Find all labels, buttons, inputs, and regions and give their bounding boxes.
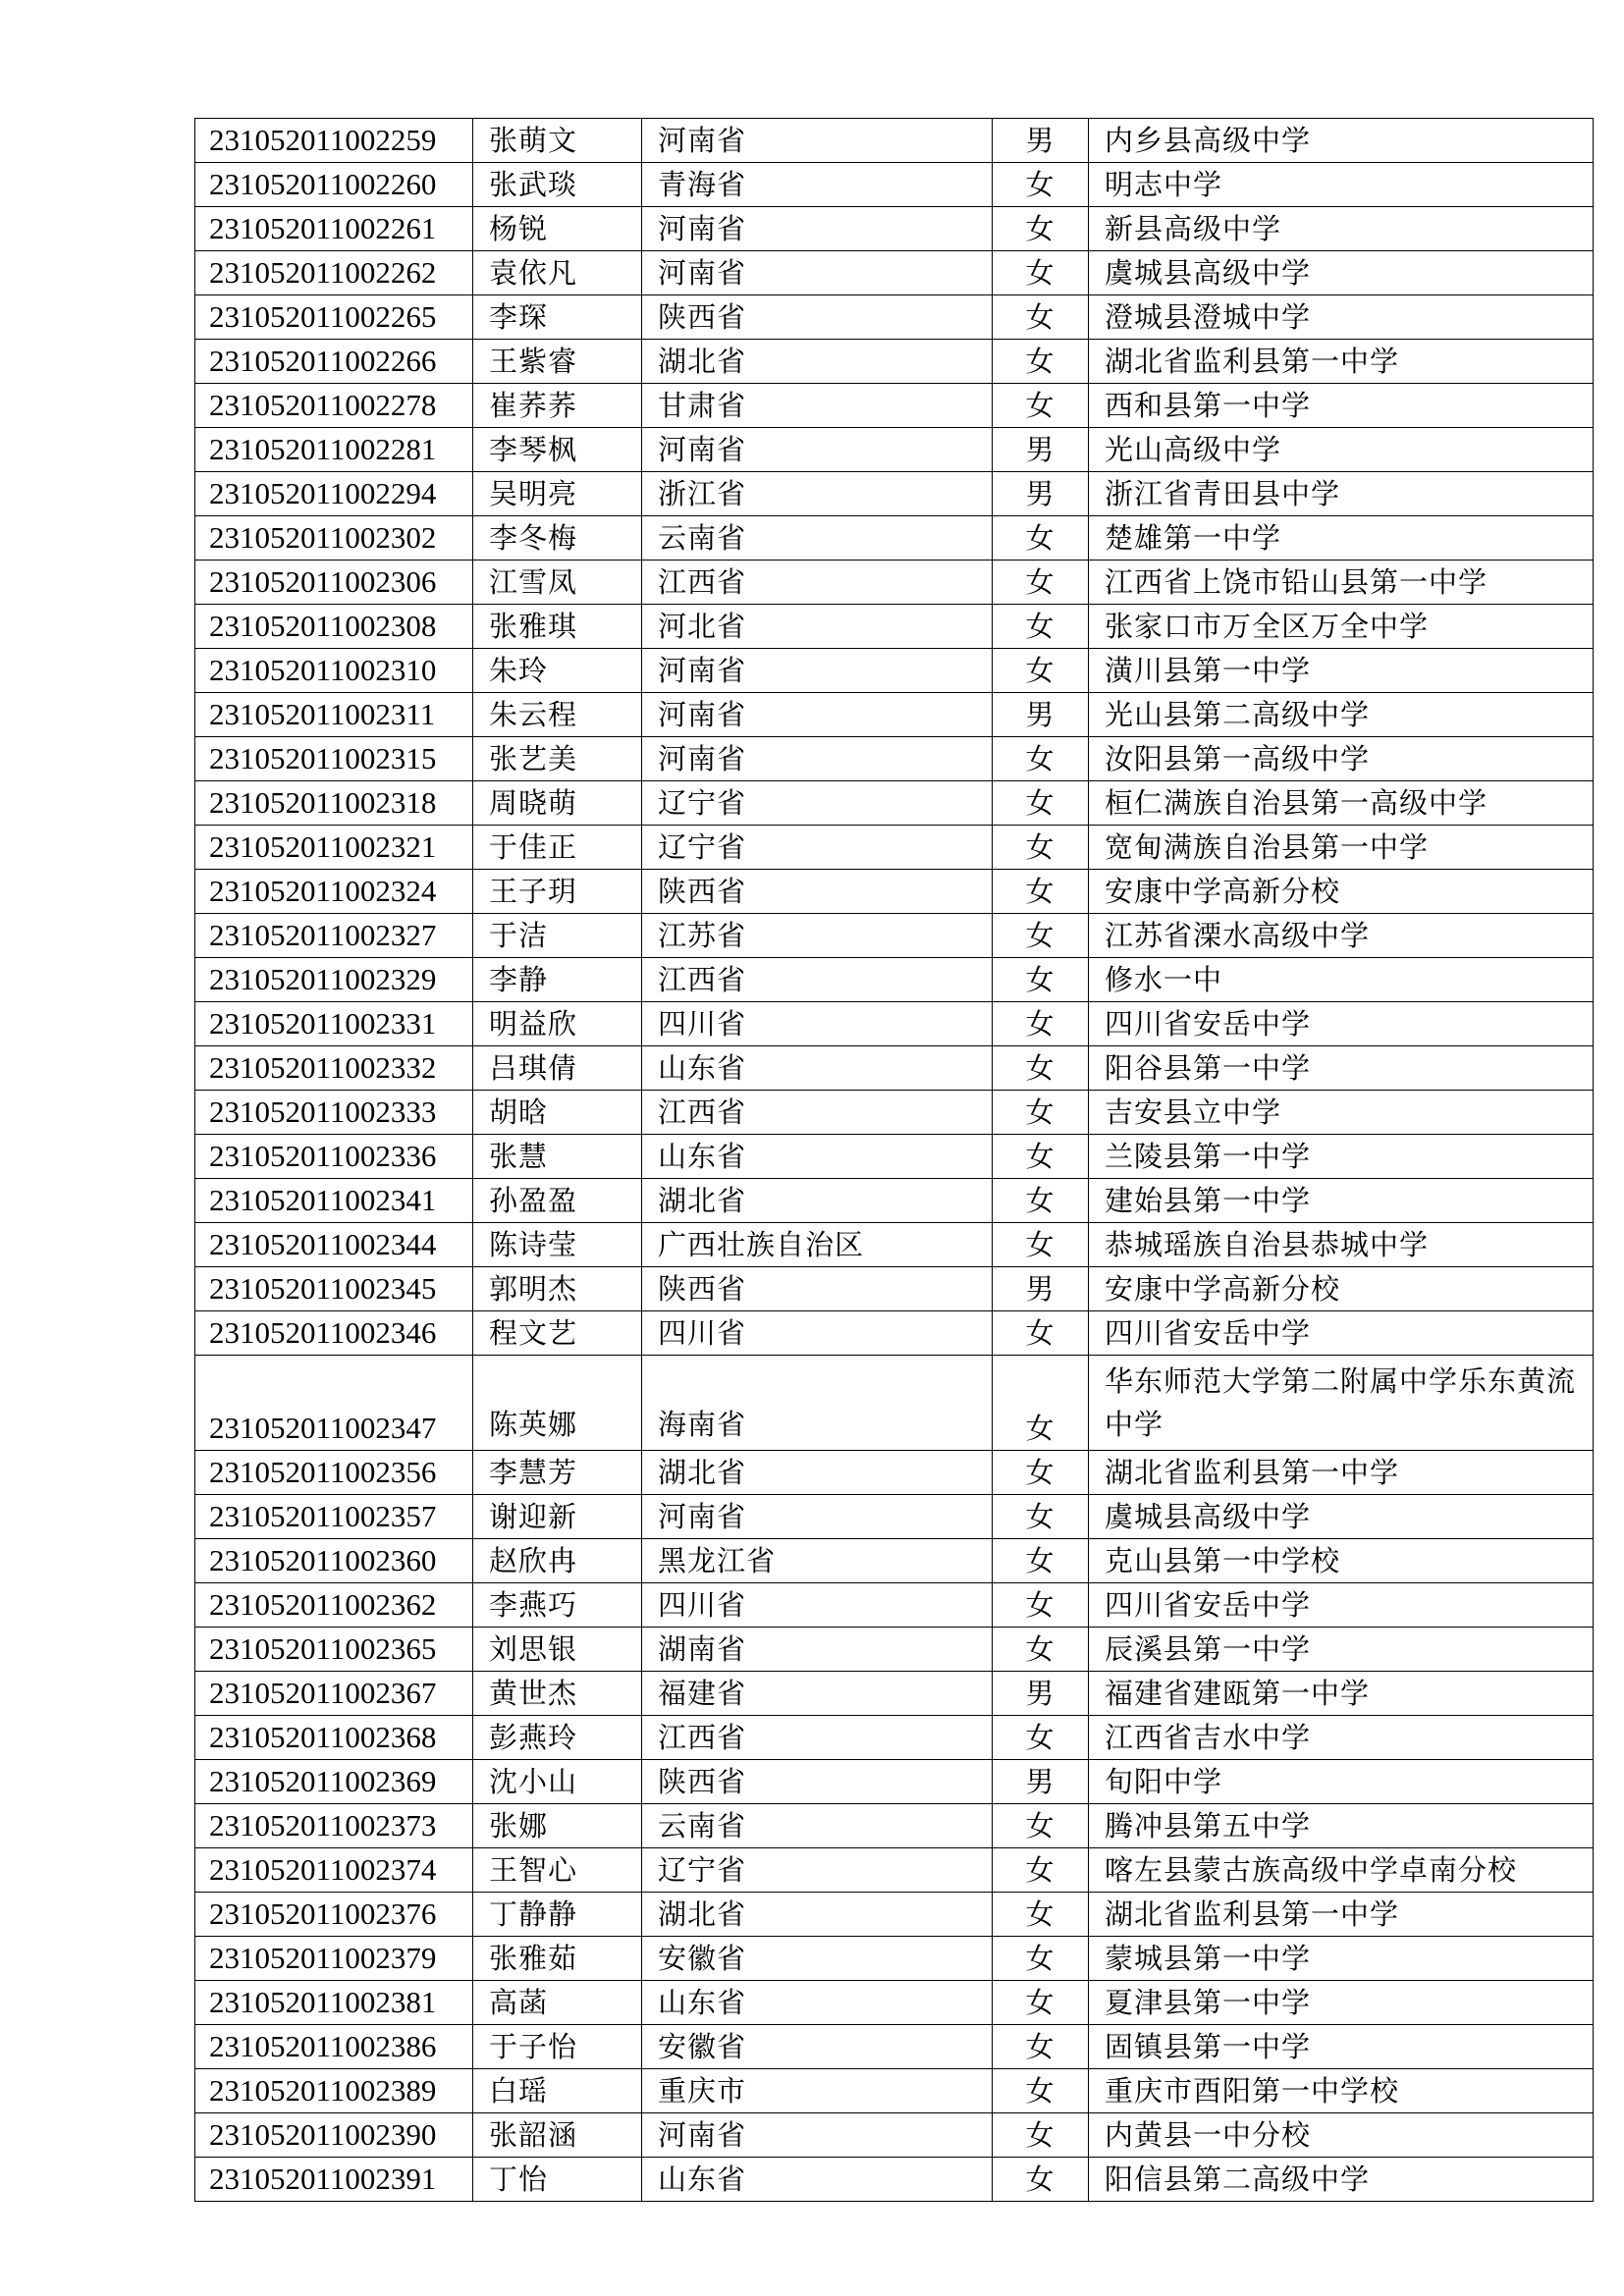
student-id-cell: 231052011002281	[195, 428, 473, 472]
province-cell: 江西省	[642, 561, 993, 605]
province-cell: 云南省	[642, 516, 993, 561]
name-cell: 程文艺	[473, 1311, 642, 1356]
province-cell: 山东省	[642, 1981, 993, 2025]
school-cell: 重庆市酉阳第一中学校	[1089, 2069, 1594, 2113]
gender-cell: 女	[993, 1539, 1089, 1583]
gender-cell: 女	[993, 1356, 1089, 1451]
school-cell: 江西省上饶市铅山县第一中学	[1089, 561, 1594, 605]
gender-cell: 女	[993, 737, 1089, 781]
gender-cell: 男	[993, 1760, 1089, 1804]
table-row	[195, 605, 1594, 649]
student-id-cell: 231052011002262	[195, 251, 473, 295]
table-row	[195, 1356, 1594, 1451]
name-cell: 于子怡	[473, 2025, 642, 2069]
student-id-cell: 231052011002345	[195, 1267, 473, 1311]
name-cell: 王紫睿	[473, 340, 642, 384]
school-cell: 兰陵县第一中学	[1089, 1135, 1594, 1179]
gender-cell: 女	[993, 1981, 1089, 2025]
school-cell: 明志中学	[1089, 163, 1594, 207]
province-cell: 河北省	[642, 605, 993, 649]
school-cell: 华东师范大学第二附属中学乐东黄流中学	[1089, 1356, 1594, 1451]
province-cell: 江苏省	[642, 914, 993, 958]
name-cell: 张娜	[473, 1804, 642, 1848]
student-id-cell: 231052011002329	[195, 958, 473, 1002]
gender-cell: 女	[993, 826, 1089, 870]
school-cell: 夏津县第一中学	[1089, 1981, 1594, 2025]
gender-cell: 女	[993, 561, 1089, 605]
student-id-cell: 231052011002381	[195, 1981, 473, 2025]
name-cell: 张艺美	[473, 737, 642, 781]
student-id-cell: 231052011002386	[195, 2025, 473, 2069]
table-row	[195, 1716, 1594, 1760]
student-id-cell: 231052011002374	[195, 1848, 473, 1893]
name-cell: 胡晗	[473, 1091, 642, 1135]
gender-cell: 女	[993, 163, 1089, 207]
student-id-cell: 231052011002346	[195, 1311, 473, 1356]
province-cell: 河南省	[642, 737, 993, 781]
gender-cell: 女	[993, 2069, 1089, 2113]
name-cell: 李琛	[473, 295, 642, 340]
school-cell: 湖北省监利县第一中学	[1089, 340, 1594, 384]
table-row	[195, 737, 1594, 781]
table-row	[195, 1002, 1594, 1046]
name-cell: 刘思银	[473, 1628, 642, 1672]
school-cell: 蒙城县第一中学	[1089, 1937, 1594, 1981]
table-row	[195, 1628, 1594, 1672]
gender-cell: 女	[993, 2113, 1089, 2158]
gender-cell: 男	[993, 472, 1089, 516]
name-cell: 黄世杰	[473, 1672, 642, 1716]
school-cell: 光山高级中学	[1089, 428, 1594, 472]
table-body	[195, 119, 1594, 2202]
name-cell: 张雅茹	[473, 1937, 642, 1981]
student-id-cell: 231052011002376	[195, 1893, 473, 1937]
name-cell: 王子玥	[473, 870, 642, 914]
province-cell: 河南省	[642, 649, 993, 693]
province-cell: 山东省	[642, 1135, 993, 1179]
name-cell: 彭燕玲	[473, 1716, 642, 1760]
table-row	[195, 693, 1594, 737]
table-row	[195, 1804, 1594, 1848]
gender-cell: 女	[993, 295, 1089, 340]
province-cell: 河南省	[642, 2113, 993, 2158]
gender-cell: 女	[993, 649, 1089, 693]
table-row	[195, 870, 1594, 914]
table-row	[195, 1760, 1594, 1804]
student-id-cell: 231052011002266	[195, 340, 473, 384]
school-cell: 湖北省监利县第一中学	[1089, 1451, 1594, 1495]
student-id-cell: 231052011002356	[195, 1451, 473, 1495]
school-cell: 四川省安岳中学	[1089, 1311, 1594, 1356]
province-cell: 四川省	[642, 1002, 993, 1046]
school-cell: 宽甸满族自治县第一中学	[1089, 826, 1594, 870]
student-id-cell: 231052011002389	[195, 2069, 473, 2113]
name-cell: 江雪凤	[473, 561, 642, 605]
province-cell: 河南省	[642, 428, 993, 472]
province-cell: 甘肃省	[642, 384, 993, 428]
student-id-cell: 231052011002306	[195, 561, 473, 605]
province-cell: 浙江省	[642, 472, 993, 516]
school-cell: 虞城县高级中学	[1089, 1495, 1594, 1539]
province-cell: 云南省	[642, 1804, 993, 1848]
school-cell: 新县高级中学	[1089, 207, 1594, 251]
gender-cell: 男	[993, 693, 1089, 737]
student-id-cell: 231052011002373	[195, 1804, 473, 1848]
school-cell: 福建省建瓯第一中学	[1089, 1672, 1594, 1716]
name-cell: 李静	[473, 958, 642, 1002]
student-id-cell: 231052011002347	[195, 1356, 473, 1451]
name-cell: 周晓萌	[473, 781, 642, 826]
province-cell: 四川省	[642, 1311, 993, 1356]
name-cell: 张雅琪	[473, 605, 642, 649]
gender-cell: 女	[993, 207, 1089, 251]
school-cell: 建始县第一中学	[1089, 1179, 1594, 1223]
student-id-cell: 231052011002318	[195, 781, 473, 826]
student-id-cell: 231052011002324	[195, 870, 473, 914]
province-cell: 广西壮族自治区	[642, 1223, 993, 1267]
gender-cell: 女	[993, 1495, 1089, 1539]
gender-cell: 女	[993, 384, 1089, 428]
student-id-cell: 231052011002260	[195, 163, 473, 207]
province-cell: 山东省	[642, 1046, 993, 1091]
school-cell: 江西省吉水中学	[1089, 1716, 1594, 1760]
school-cell: 喀左县蒙古族高级中学卓南分校	[1089, 1848, 1594, 1893]
province-cell: 辽宁省	[642, 826, 993, 870]
school-cell: 安康中学高新分校	[1089, 870, 1594, 914]
province-cell: 湖北省	[642, 1179, 993, 1223]
student-id-cell: 231052011002332	[195, 1046, 473, 1091]
name-cell: 丁静静	[473, 1893, 642, 1937]
student-id-cell: 231052011002368	[195, 1716, 473, 1760]
school-cell: 潢川县第一中学	[1089, 649, 1594, 693]
gender-cell: 男	[993, 428, 1089, 472]
name-cell: 袁依凡	[473, 251, 642, 295]
student-id-cell: 231052011002367	[195, 1672, 473, 1716]
name-cell: 吕琪倩	[473, 1046, 642, 1091]
table-row	[195, 781, 1594, 826]
name-cell: 谢迎新	[473, 1495, 642, 1539]
province-cell: 陕西省	[642, 295, 993, 340]
name-cell: 李琴枫	[473, 428, 642, 472]
table-row	[195, 384, 1594, 428]
gender-cell: 女	[993, 2158, 1089, 2202]
gender-cell: 女	[993, 914, 1089, 958]
student-table	[194, 118, 1594, 2202]
province-cell: 辽宁省	[642, 1848, 993, 1893]
province-cell: 湖北省	[642, 340, 993, 384]
school-cell: 吉安县立中学	[1089, 1091, 1594, 1135]
table-row	[195, 1223, 1594, 1267]
name-cell: 吴明亮	[473, 472, 642, 516]
name-cell: 杨锐	[473, 207, 642, 251]
name-cell: 陈诗莹	[473, 1223, 642, 1267]
gender-cell: 女	[993, 958, 1089, 1002]
gender-cell: 男	[993, 119, 1089, 163]
student-id-cell: 231052011002265	[195, 295, 473, 340]
gender-cell: 女	[993, 516, 1089, 561]
student-id-cell: 231052011002261	[195, 207, 473, 251]
province-cell: 陕西省	[642, 1267, 993, 1311]
name-cell: 孙盈盈	[473, 1179, 642, 1223]
gender-cell: 女	[993, 1583, 1089, 1628]
province-cell: 河南省	[642, 251, 993, 295]
school-cell: 旬阳中学	[1089, 1760, 1594, 1804]
student-id-cell: 231052011002362	[195, 1583, 473, 1628]
name-cell: 李冬梅	[473, 516, 642, 561]
school-cell: 阳谷县第一中学	[1089, 1046, 1594, 1091]
table-row	[195, 1311, 1594, 1356]
province-cell: 海南省	[642, 1356, 993, 1451]
student-id-cell: 231052011002302	[195, 516, 473, 561]
table-row	[195, 914, 1594, 958]
school-cell: 腾冲县第五中学	[1089, 1804, 1594, 1848]
school-cell: 湖北省监利县第一中学	[1089, 1893, 1594, 1937]
table-row	[195, 826, 1594, 870]
gender-cell: 女	[993, 1311, 1089, 1356]
student-id-cell: 231052011002308	[195, 605, 473, 649]
school-cell: 固镇县第一中学	[1089, 2025, 1594, 2069]
province-cell: 河南省	[642, 119, 993, 163]
province-cell: 河南省	[642, 693, 993, 737]
province-cell: 河南省	[642, 207, 993, 251]
gender-cell: 女	[993, 1046, 1089, 1091]
gender-cell: 女	[993, 1091, 1089, 1135]
province-cell: 安徽省	[642, 1937, 993, 1981]
table-row	[195, 428, 1594, 472]
table-row	[195, 1981, 1594, 2025]
school-cell: 澄城县澄城中学	[1089, 295, 1594, 340]
table-row	[195, 1672, 1594, 1716]
student-id-cell: 231052011002294	[195, 472, 473, 516]
gender-cell: 女	[993, 1451, 1089, 1495]
student-id-cell: 231052011002360	[195, 1539, 473, 1583]
name-cell: 丁怡	[473, 2158, 642, 2202]
name-cell: 朱云程	[473, 693, 642, 737]
gender-cell: 女	[993, 1716, 1089, 1760]
gender-cell: 男	[993, 1267, 1089, 1311]
table-row	[195, 251, 1594, 295]
name-cell: 于洁	[473, 914, 642, 958]
gender-cell: 女	[993, 251, 1089, 295]
table-row	[195, 1583, 1594, 1628]
table-row	[195, 1091, 1594, 1135]
gender-cell: 女	[993, 340, 1089, 384]
table-row	[195, 649, 1594, 693]
province-cell: 湖北省	[642, 1451, 993, 1495]
table-row	[195, 561, 1594, 605]
table-row	[195, 1179, 1594, 1223]
table-row	[195, 1539, 1594, 1583]
student-id-cell: 231052011002341	[195, 1179, 473, 1223]
table-row	[195, 340, 1594, 384]
province-cell: 湖南省	[642, 1628, 993, 1672]
table-row	[195, 958, 1594, 1002]
school-cell: 四川省安岳中学	[1089, 1002, 1594, 1046]
gender-cell: 女	[993, 1002, 1089, 1046]
name-cell: 于佳正	[473, 826, 642, 870]
student-id-cell: 231052011002259	[195, 119, 473, 163]
school-cell: 楚雄第一中学	[1089, 516, 1594, 561]
province-cell: 青海省	[642, 163, 993, 207]
name-cell: 明益欣	[473, 1002, 642, 1046]
name-cell: 陈英娜	[473, 1356, 642, 1451]
table-row	[195, 207, 1594, 251]
name-cell: 张慧	[473, 1135, 642, 1179]
province-cell: 江西省	[642, 1716, 993, 1760]
gender-cell: 女	[993, 781, 1089, 826]
province-cell: 黑龙江省	[642, 1539, 993, 1583]
table-row	[195, 2113, 1594, 2158]
province-cell: 河南省	[642, 1495, 993, 1539]
school-cell: 安康中学高新分校	[1089, 1267, 1594, 1311]
province-cell: 辽宁省	[642, 781, 993, 826]
name-cell: 王智心	[473, 1848, 642, 1893]
gender-cell: 女	[993, 1804, 1089, 1848]
name-cell: 高菡	[473, 1981, 642, 2025]
province-cell: 江西省	[642, 1091, 993, 1135]
school-cell: 虞城县高级中学	[1089, 251, 1594, 295]
student-id-cell: 231052011002379	[195, 1937, 473, 1981]
table-row	[195, 295, 1594, 340]
gender-cell: 女	[993, 2025, 1089, 2069]
table-row	[195, 1893, 1594, 1937]
school-cell: 桓仁满族自治县第一高级中学	[1089, 781, 1594, 826]
province-cell: 福建省	[642, 1672, 993, 1716]
table-row	[195, 1848, 1594, 1893]
name-cell: 郭明杰	[473, 1267, 642, 1311]
student-id-cell: 231052011002344	[195, 1223, 473, 1267]
gender-cell: 女	[993, 1135, 1089, 1179]
gender-cell: 女	[993, 870, 1089, 914]
name-cell: 白瑶	[473, 2069, 642, 2113]
name-cell: 张萌文	[473, 119, 642, 163]
name-cell: 张武琰	[473, 163, 642, 207]
province-cell: 陕西省	[642, 870, 993, 914]
student-id-cell: 231052011002391	[195, 2158, 473, 2202]
student-id-cell: 231052011002315	[195, 737, 473, 781]
table-row	[195, 2158, 1594, 2202]
province-cell: 湖北省	[642, 1893, 993, 1937]
student-id-cell: 231052011002311	[195, 693, 473, 737]
student-id-cell: 231052011002327	[195, 914, 473, 958]
student-id-cell: 231052011002321	[195, 826, 473, 870]
gender-cell: 女	[993, 1628, 1089, 1672]
name-cell: 李慧芳	[473, 1451, 642, 1495]
name-cell: 赵欣冉	[473, 1539, 642, 1583]
student-id-cell: 231052011002310	[195, 649, 473, 693]
school-cell: 阳信县第二高级中学	[1089, 2158, 1594, 2202]
school-cell: 克山县第一中学校	[1089, 1539, 1594, 1583]
student-id-cell: 231052011002336	[195, 1135, 473, 1179]
student-id-cell: 231052011002278	[195, 384, 473, 428]
table-row	[195, 163, 1594, 207]
province-cell: 陕西省	[642, 1760, 993, 1804]
school-cell: 汝阳县第一高级中学	[1089, 737, 1594, 781]
table-row	[195, 1135, 1594, 1179]
table-row	[195, 1267, 1594, 1311]
name-cell: 崔荞荞	[473, 384, 642, 428]
gender-cell: 女	[993, 1179, 1089, 1223]
school-cell: 张家口市万全区万全中学	[1089, 605, 1594, 649]
table-row	[195, 2025, 1594, 2069]
student-id-cell: 231052011002369	[195, 1760, 473, 1804]
table-row	[195, 1451, 1594, 1495]
gender-cell: 女	[993, 605, 1089, 649]
school-cell: 修水一中	[1089, 958, 1594, 1002]
province-cell: 江西省	[642, 958, 993, 1002]
school-cell: 西和县第一中学	[1089, 384, 1594, 428]
province-cell: 四川省	[642, 1583, 993, 1628]
province-cell: 山东省	[642, 2158, 993, 2202]
province-cell: 重庆市	[642, 2069, 993, 2113]
name-cell: 李燕巧	[473, 1583, 642, 1628]
student-id-cell: 231052011002333	[195, 1091, 473, 1135]
name-cell: 朱玲	[473, 649, 642, 693]
table-row	[195, 1937, 1594, 1981]
school-cell: 浙江省青田县中学	[1089, 472, 1594, 516]
student-id-cell: 231052011002357	[195, 1495, 473, 1539]
student-id-cell: 231052011002390	[195, 2113, 473, 2158]
gender-cell: 女	[993, 1937, 1089, 1981]
table-row	[195, 516, 1594, 561]
table-row	[195, 472, 1594, 516]
school-cell: 恭城瑶族自治县恭城中学	[1089, 1223, 1594, 1267]
province-cell: 安徽省	[642, 2025, 993, 2069]
student-id-cell: 231052011002331	[195, 1002, 473, 1046]
gender-cell: 男	[993, 1672, 1089, 1716]
table-row	[195, 119, 1594, 163]
table-row	[195, 1046, 1594, 1091]
school-cell: 光山县第二高级中学	[1089, 693, 1594, 737]
gender-cell: 女	[993, 1893, 1089, 1937]
name-cell: 张韶涵	[473, 2113, 642, 2158]
student-id-cell: 231052011002365	[195, 1628, 473, 1672]
school-cell: 江苏省溧水高级中学	[1089, 914, 1594, 958]
table-row	[195, 2069, 1594, 2113]
school-cell: 四川省安岳中学	[1089, 1583, 1594, 1628]
school-cell: 内黄县一中分校	[1089, 2113, 1594, 2158]
gender-cell: 女	[993, 1223, 1089, 1267]
gender-cell: 女	[993, 1848, 1089, 1893]
table-row	[195, 1495, 1594, 1539]
school-cell: 辰溪县第一中学	[1089, 1628, 1594, 1672]
school-cell: 内乡县高级中学	[1089, 119, 1594, 163]
name-cell: 沈小山	[473, 1760, 642, 1804]
